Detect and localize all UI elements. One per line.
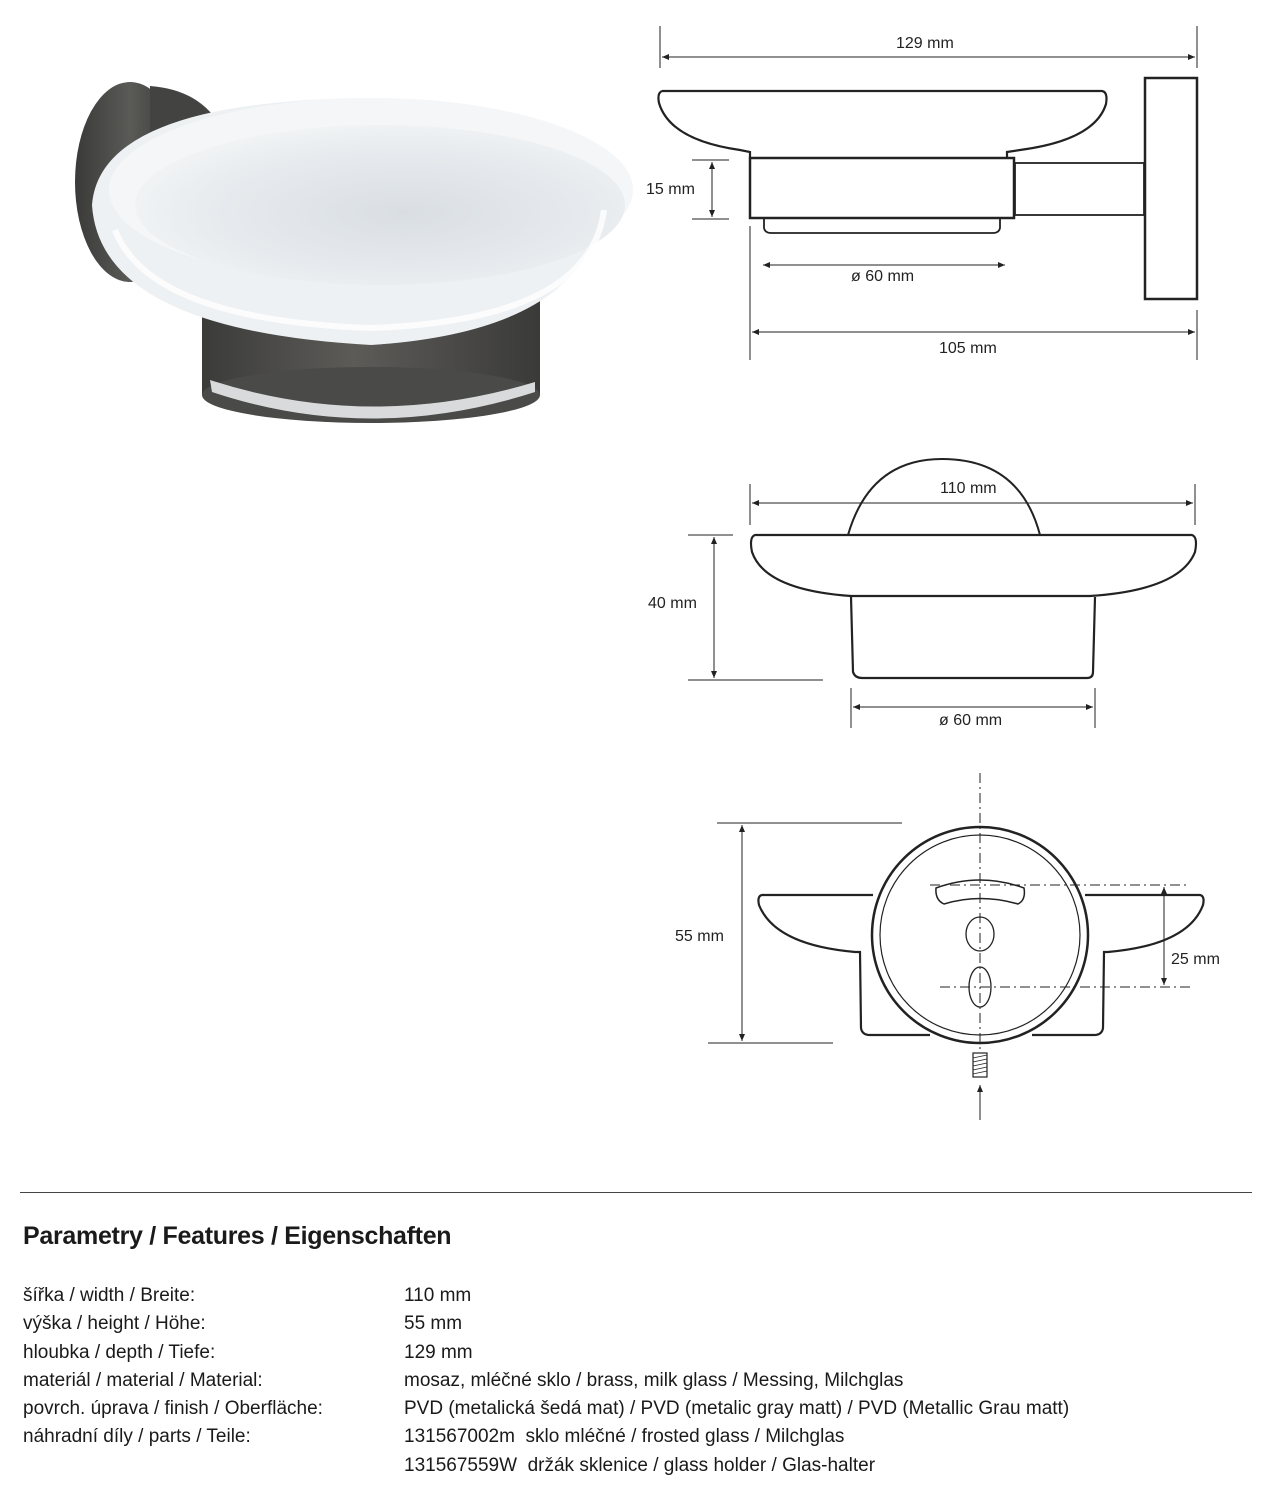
dim-total-height-label: 55 mm: [675, 928, 724, 945]
spec-value: 131567002m sklo mléčné / frosted glass / Milchglas: [404, 1426, 845, 1448]
dim-holder-diameter-label: ø 60 mm: [851, 268, 915, 285]
side-view-drawing: [0, 0, 1274, 380]
spec-row-width: [23, 1282, 1069, 1310]
spec-value: 55 mm: [404, 1313, 463, 1335]
dim-base-diameter-label: ø 60 mm: [939, 712, 1003, 729]
features-table: [23, 1282, 1069, 1480]
dim-hole-spacing-label: 25 mm: [1171, 951, 1220, 968]
spec-label: náhradní díly / parts / Teile:: [23, 1426, 251, 1448]
spec-value: mosaz, mléčné sklo / brass, milk glass / Messing, Milchglas: [404, 1369, 904, 1391]
spec-label: hloubka / depth / Tiefe:: [23, 1341, 216, 1363]
spec-label: povrch. úprava / finish / Oberfläche:: [23, 1398, 323, 1420]
spec-value: 110 mm: [404, 1285, 472, 1306]
section-divider: [20, 1192, 1252, 1193]
spec-label: materiál / material / Material:: [23, 1369, 263, 1391]
dim-height-label: 40 mm: [648, 595, 697, 612]
dim-depth-label: 129 mm: [896, 35, 954, 52]
spec-label: výška / height / Höhe:: [23, 1313, 206, 1335]
spec-row-depth: [23, 1339, 1069, 1367]
spec-label: šířka / width / Breite:: [23, 1285, 196, 1306]
spec-value: PVD (metalická šedá mat) / PVD (metalic gray matt) / PVD (Metallic Grau matt): [404, 1398, 1070, 1420]
spec-row-material: [23, 1367, 1069, 1395]
features-title: Parametry / Features / Eigenschaften: [23, 1222, 452, 1250]
side-view-lines: [0, 0, 1274, 380]
spec-value: 129 mm: [404, 1341, 473, 1363]
spec-row-height: [23, 1310, 1069, 1338]
front-view-lines: [0, 440, 1274, 740]
back-view-lines: [0, 760, 1274, 1130]
dim-width-label: 110 mm: [940, 480, 997, 497]
back-view-drawing: [0, 760, 1274, 1130]
spec-label: [23, 1452, 404, 1480]
dim-holder-height-label: 15 mm: [646, 181, 695, 198]
spec-row-parts-2: [23, 1452, 1069, 1480]
spec-value: 131567559W držák sklenice / glass holder / Glas-halter: [404, 1454, 876, 1476]
spec-row-parts: [23, 1423, 1069, 1451]
front-view-drawing: [0, 440, 1274, 740]
spec-row-finish: [23, 1395, 1069, 1423]
dim-wall-distance-label: 105 mm: [939, 340, 997, 357]
